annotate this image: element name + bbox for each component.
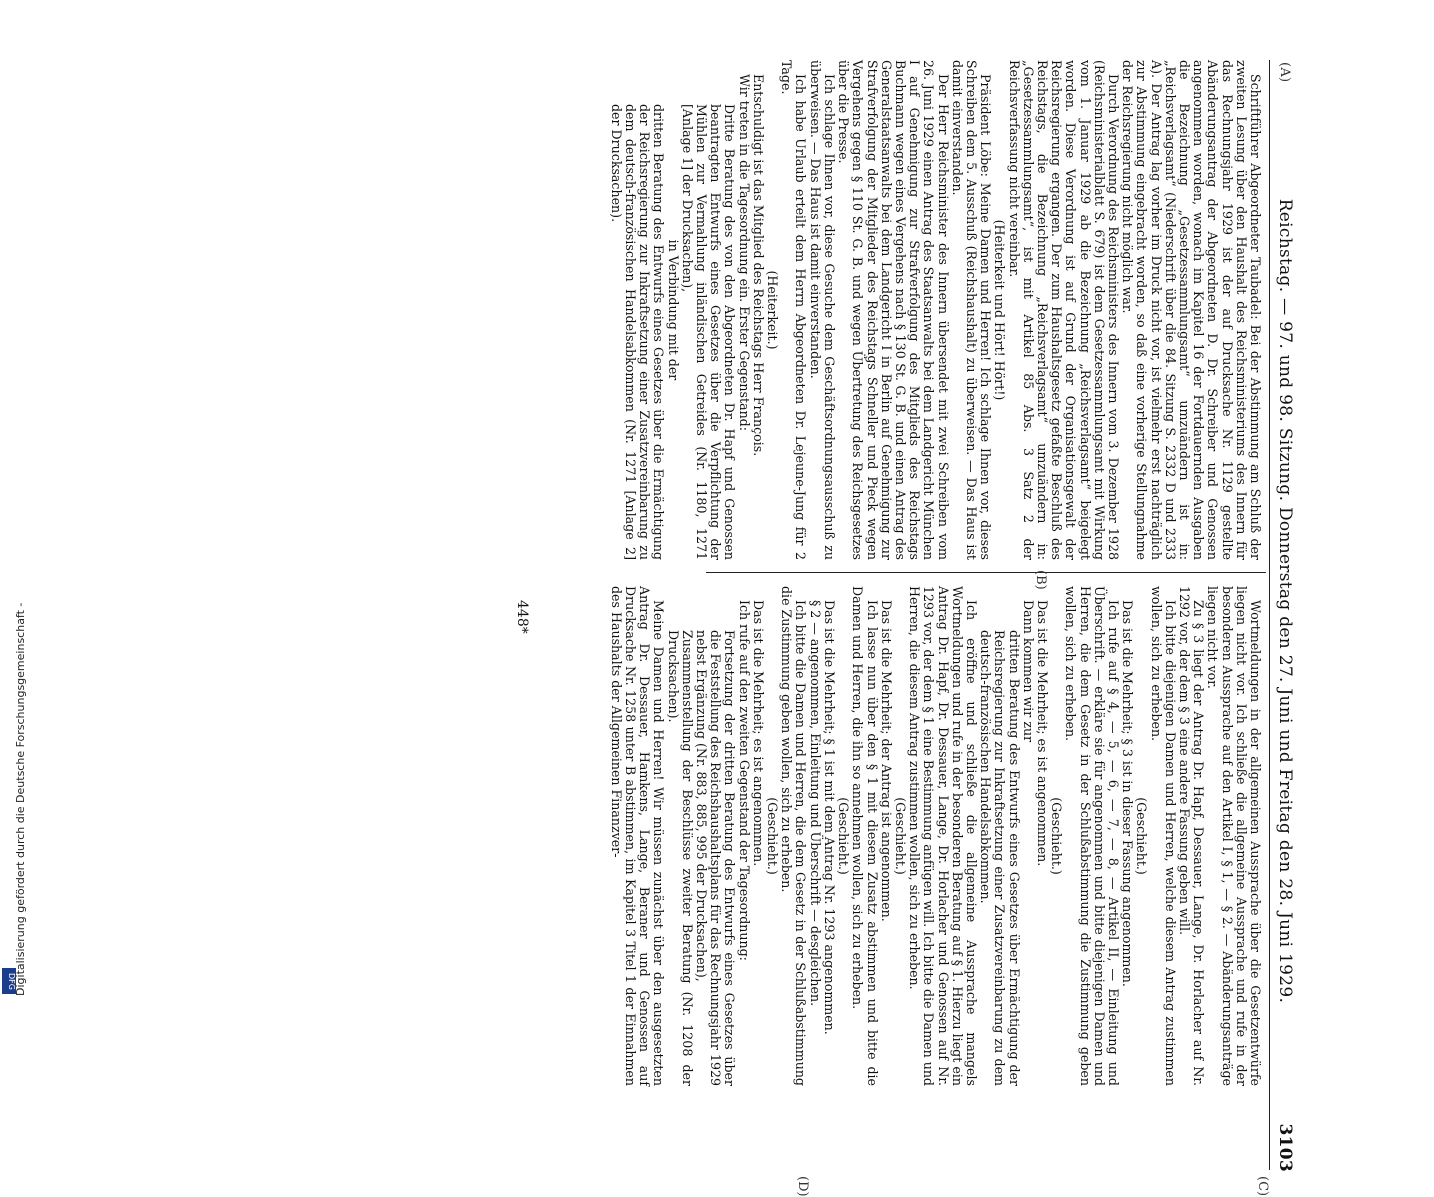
signature-mark: 448* bbox=[514, 600, 530, 634]
column-divider bbox=[706, 572, 1266, 573]
left-column-paragraph: Schriftführer Abgeordneter Taubadel: Bei der Abstimmung am Schluß der zweiten Lesung über den Haushalt des Reichsministeriums des Innern für das Rechnungsjahr 1929 ist der auf Drucksache Nr. 1129 gestellte Abänderungsantrag der Abgeordneten D. Dr. Schreiber und Genossen angenommen worden, wonach im Kapitel 16 der Fortdauernden Ausgaben die Bezeichnung „Gesetzessammlungsamt“ umzuändern ist in: „Reichsverlagsamt“ (Niederschrift über die 84. Sitzung S. 2332 D und 2333 A). Der Antrag lag vorher im Druck nicht vor, ist vielmehr erst nachträglich zur Abstimmung eingebracht worden, so daß eine vorherige Stellungnahme der Reichsregierung nicht möglich war. bbox=[1120, 60, 1263, 560]
margin-mark-c: (C) bbox=[1255, 1176, 1270, 1197]
right-column-paragraph: Meine Damen und Herren! Wir müssen zunächst über den ausgesetzten Antrag Dr. Dessauer, Hamkens, Lange, Beraner und Genossen auf Drucksache Nr. 1258 unter B abstimmen, im Kapitel 3 Titel 1 der Einnahmen des Haushalts der Allgemeinen Finanzver- bbox=[608, 586, 667, 1086]
right-column-paragraph: Zusammenstellung der Beschlüsse zweiter Beratung (Nr. 1208 der Drucksachen). bbox=[665, 630, 695, 1086]
left-column bbox=[609, 60, 1262, 560]
left-column-paragraph: (Heiterkeit und Hört! Hört!) bbox=[992, 219, 1008, 401]
right-column-paragraph: Ich rufe auf § 4, — 5, — 6, — 7, — 8, — Artikel II, — Einleitung und Überschrift. — erkläre sie für angenommen und bitte diejenigen Damen und Herren, die dem Gesetz in der Schlußabstimmung die Zustimmung geben wollen, sich zu erheben. bbox=[1063, 586, 1121, 1086]
right-column bbox=[609, 586, 1262, 1086]
right-column-paragraph: (Geschieht.) bbox=[892, 797, 908, 875]
left-column-paragraph: Entschuldigt ist das Mitglied des Reichstags Herr François. bbox=[750, 74, 766, 457]
right-column-paragraph: Das ist die Mehrheit; § 3 ist in dieser Fassung angenommen. bbox=[1120, 600, 1136, 987]
right-column-paragraph: Ich eröffne und schließe die allgemeine Aussprache mangels Wortmeldungen und rufe in der besonderen Beratung auf § 1. Hierzu liegt ein Antrag Dr. Hapf, Dr. Dessauer, Lange, Dr. Horlacher und Genossen auf Nr. 1293 vor, der dem § 1 eine Bestimmung anfügen will. Ich bitte die Damen und Herren, die diesem Antrag zustimmen wollen, sich zu erheben. bbox=[907, 586, 979, 1086]
right-column-paragraph: (Geschieht.) bbox=[836, 797, 852, 875]
right-column-paragraph: Das ist die Mehrheit; der Antrag ist angenommen. bbox=[878, 600, 894, 922]
left-column-paragraph: Der Herr Reichsminister des Innern übersendet mit zwei Schreiben vom 26. Juni 1929 einen Antrag des Staatsanwalts bei dem Landgericht München I auf Genehmigung zur Strafverfolgung des Mitglieds des Reichstags Buchmann wegen eines Vergehens nach § 130 St. G. B. und einen Antrag des Generalstaatsanwalts bei dem Landgericht I in Berlin auf Genehmigung zur Strafverfolgung der Mitglieder des Reichstags Schneller und Pieck wegen Vergehens gegen § 110 St. G. B. und wegen Übertretung des Reichsgesetzes über die Presse. bbox=[836, 60, 951, 560]
right-column-paragraph: § 2 — angenommen, Einleitung und Überschrift — desgleichen. bbox=[807, 600, 823, 1007]
left-column-paragraph: Wir treten in die Tagesordnung ein. Erster Gegenstand: bbox=[736, 74, 752, 431]
left-column-paragraph: Durch Verordnung des Reichsministers des Innern vom 3. Dezember 1928 (Reichsministerialblatt S. 679) ist dem Gesetzessammlungsamt mit Wirkung vom 1. Januar 1929 ab die Bezeichnung „Reichsverlagsamt“ beigelegt worden. Diese Verordnung ist auf Grund der Organisationsgewalt der Reichsregierung ergangen. Der zum Haushaltsgesetz gefaßte Beschluß des Reichstags, die Bezeichnung „Reichsverlagsamt“ umzuändern in: „Gesetzessammlungsamt“, ist mit Artikel 85 Abs. 3 Satz 2 der Reichsverfassung nicht vereinbar. bbox=[1006, 60, 1121, 560]
digitization-credit-strip bbox=[0, 0, 27, 1000]
page-number: 3103 bbox=[1275, 1123, 1295, 1172]
right-column-paragraph: Das ist die Mehrheit; es ist angenommen. bbox=[1034, 600, 1050, 867]
left-column-paragraph: Präsident Löbe: Meine Damen und Herren! Ich schlage Ihnen vor, dieses Schreiben dem 5. Ausschuß (Reichshaushalt) zu überweisen. — Das Haus ist damit einverstanden. bbox=[949, 60, 994, 560]
right-column-paragraph: (Geschieht.) bbox=[1134, 797, 1150, 875]
right-column-paragraph: Ich bitte diejenigen Damen und Herren, welche diesem Antrag zustimmen wollen, sich zu erheben. bbox=[1148, 586, 1178, 1086]
right-column-paragraph: Fortsetzung der dritten Beratung des Entwurfs eines Gesetzes über die Feststellung des Reichshaushaltsplans für das Rechnungsjahr 1929 nebst Ergänzung (Nr. 883, 885, 995 der Drucksachen), bbox=[694, 630, 738, 1086]
left-column-paragraph: in Verbindung mit der bbox=[665, 239, 681, 381]
right-column-paragraph: dritten Beratung des Entwurfs eines Gesetzes über Ermächtigung der Reichsregierung zur Inkraftsetzung einer Zusatzvereinbarung zu dem deutsch-französischen Handelsabkommen. bbox=[978, 630, 1022, 1086]
right-column-paragraph: Ich bitte die Damen und Herren, die dem Gesetz in der Schlußabstimmung die Zustimmung geben wollen, sich zu erheben. bbox=[779, 586, 809, 1086]
header-rule bbox=[1269, 60, 1270, 1170]
right-column-paragraph: Das ist die Mehrheit; § 1 ist mit dem Antrag Nr. 1293 angenommen. bbox=[821, 600, 837, 1035]
left-column-paragraph: Dritte Beratung des von den Abgeordneten Dr. Hapf und Genossen beantragten Entwurfs eines Gesetzes über die Verpflichtung der Mühlen zur Vermahlung inländischen Getreides (Nr. 1180, 1271 [Anlage 1] der Drucksachen), bbox=[679, 104, 738, 560]
digitization-credit: Digitalisierung gefördert durch die Deutsche Forschungsgemeinschaft - bbox=[14, 602, 27, 996]
left-column-paragraph: Ich habe Urlaub erteilt dem Herrn Abgeordneten Dr. Lejeune-Jung für 2 Tage. bbox=[779, 60, 809, 560]
right-column-paragraph: Wortmeldungen in der allgemeinen Aussprache über die Gesetzentwürfe liegen nicht vor. Ich schließe die allgemeine Aussprache und rufe in der besonderen Aussprache auf den Artikel I, § 1, — § 2. — Abänderungsanträge liegen nicht vor. bbox=[1205, 586, 1263, 1086]
page-header-title: Reichstag. — 97. und 98. Sitzung. Donnerstag den 27. Juni und Freitag den 28. Juni 1929. bbox=[1275, 198, 1295, 1004]
margin-mark-b: (B) bbox=[1033, 570, 1048, 590]
margin-mark-d: (D) bbox=[795, 1176, 810, 1197]
left-column-paragraph: dritten Beratung des Entwurfs eines Gesetzes über die Ermächtigung der Reichsregierung zur Inkraftsetzung einer Zusatzvereinbarung zu dem deutsch-französischen Handelsabkommen (Nr. 1271 [Anlage 2] der Drucksachen). bbox=[608, 104, 667, 560]
rotated-document-page bbox=[70, 0, 1310, 1197]
right-column-paragraph: (Geschieht.) bbox=[765, 797, 781, 875]
page-header bbox=[1272, 62, 1298, 1172]
left-column-paragraph: (Heiterkeit.) bbox=[765, 270, 781, 350]
right-column-paragraph: Zu § 3 liegt der Antrag Dr. Hapf, Dessauer, Lange, Dr. Horlacher auf Nr. 1292 vor, der dem § 3 eine andere Fassung geben will. bbox=[1176, 586, 1207, 1086]
right-column-paragraph: Dann kommen wir zur bbox=[1020, 600, 1036, 743]
right-column-paragraph: Ich rufe auf den zweiten Gegenstand der Tagesordnung: bbox=[736, 600, 752, 961]
right-column-paragraph: (Geschieht.) bbox=[1049, 797, 1065, 875]
right-column-paragraph: Ich lasse nun über den § 1 mit diesem Zusatz abstimmen und bitte die Damen und Herren, die ihn so annehmen wollen, sich zu erheben. bbox=[850, 586, 880, 1086]
left-column-paragraph: Ich schlage Ihnen vor, diese Gesuche dem Geschäftsordnungsausschuß zu überweisen. — Das Haus ist damit einverstanden. bbox=[807, 60, 837, 560]
margin-mark-a: (A) bbox=[1277, 62, 1293, 83]
dfg-logo: DFG bbox=[2, 968, 16, 994]
right-column-paragraph: Das ist die Mehrheit; es ist angenommen. bbox=[750, 600, 766, 867]
